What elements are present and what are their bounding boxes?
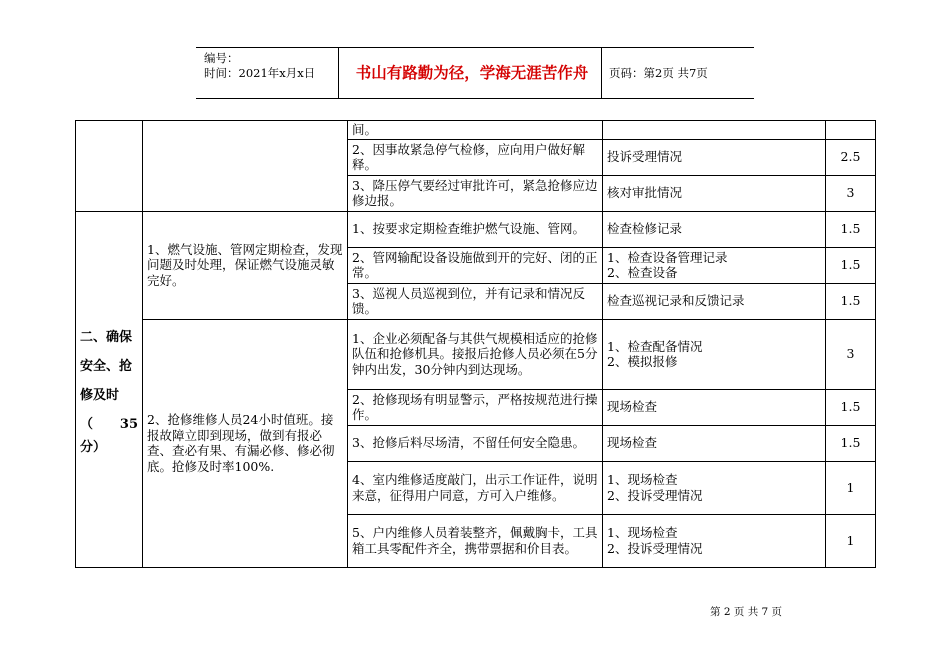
header-motto: 书山有路勤为径，学海无涯苦作舟 [355, 63, 589, 82]
time-label: 时间：2021年x月x日 [204, 66, 316, 80]
item-cell: 1、燃气设施、管网定期检查，发现问题及时处理，保证燃气设施灵敏完好。 [143, 211, 348, 319]
method-line: 2、模拟报修 [607, 354, 678, 369]
method-line: 2、检查设备 [607, 265, 678, 280]
method-cell [603, 247, 826, 283]
method-line: 1、现场检查 [607, 472, 678, 487]
method-line: 1、现场检查 [607, 525, 678, 540]
category-line2: 安全、抢 [80, 358, 133, 374]
category-cell-prev [76, 121, 143, 212]
method-cell: 投诉受理情况 [603, 139, 826, 175]
score-cell: 1.5 [826, 425, 876, 461]
category-line1: 二、确保 [80, 329, 133, 345]
score-cell: 1 [826, 514, 876, 567]
score-cell: 1.5 [826, 211, 876, 247]
method-cell: 核对审批情况 [603, 175, 826, 211]
requirement-cell: 3、巡视人员巡视到位，并有记录和情况反馈。 [348, 283, 603, 319]
requirement-cell: 1、企业必须配备与其供气规模相适应的抢修队伍和抢修机具。接报后抢修人员必须在5分钟内出发，30分钟内到达现场。 [348, 319, 603, 389]
category-line3: 修及时 [80, 387, 120, 403]
requirement-cell: 5、户内维修人员着装整齐，佩戴胸卡，工具箱工具零配件齐全，携带票据和价目表。 [348, 514, 603, 567]
header-divider [338, 48, 339, 98]
requirement-cell: 3、抢修后料尽场清，不留任何安全隐患。 [348, 425, 603, 461]
category-score-num: 35 [119, 416, 138, 432]
requirement-cell: 3、降压停气要经过审批许可，紧急抢修应边修边报。 [348, 175, 603, 211]
method-line: 1、检查配备情况 [607, 338, 703, 354]
requirement-cell: 2、因事故紧急停气检修，应向用户做好解释。 [348, 139, 603, 175]
method-cell: 检查巡视记录和反馈记录 [603, 283, 826, 319]
page-header [196, 47, 754, 99]
method-cell: 现场检查 [603, 389, 826, 425]
table-row [76, 211, 876, 247]
header-divider [601, 48, 602, 98]
score-cell [826, 121, 876, 140]
assessment-table [75, 120, 876, 568]
method-cell [603, 461, 826, 514]
score-cell: 3 [826, 175, 876, 211]
method-cell [603, 121, 826, 140]
method-cell [603, 514, 826, 567]
method-line: 1、检查设备管理记录 [607, 249, 728, 265]
score-cell: 2.5 [826, 139, 876, 175]
score-cell: 1 [826, 461, 876, 514]
score-cell: 1.5 [826, 389, 876, 425]
requirement-cell: 2、抢修现场有明显警示，严格按规范进行操作。 [348, 389, 603, 425]
table-row [76, 319, 876, 389]
score-cell: 3 [826, 319, 876, 389]
page-footer: 第 2 页 共 7 页 [710, 606, 783, 618]
table-row [76, 121, 876, 140]
header-left [204, 51, 315, 81]
requirement-cell: 4、室内维修适度敲门，出示工作证件，说明来意，征得用户同意，方可入户维修。 [348, 461, 603, 514]
category-score-open: （ [80, 416, 94, 432]
requirement-cell: 间。 [348, 121, 603, 140]
category-cell [76, 211, 143, 567]
number-label: 编号： [204, 51, 239, 65]
method-line: 2、投诉受理情况 [607, 540, 703, 556]
item-cell: 2、抢修维修人员24小时值班。接报故障立即到现场，做到有报必查、查必有果、有漏必修、修必彻底。抢修及时率100%. [143, 319, 348, 567]
requirement-cell: 2、管网输配设备设施做到开的完好、闭的正常。 [348, 247, 603, 283]
method-cell [603, 319, 826, 389]
score-cell: 1.5 [826, 247, 876, 283]
score-cell: 1.5 [826, 283, 876, 319]
category-score-close: 分） [80, 439, 107, 455]
item-cell-prev [143, 121, 348, 212]
category-score [80, 410, 138, 439]
requirement-cell: 1、按要求定期检查维护燃气设施、管网。 [348, 211, 603, 247]
method-line: 2、投诉受理情况 [607, 487, 703, 503]
method-cell: 现场检查 [603, 425, 826, 461]
method-cell: 检查检修记录 [603, 211, 826, 247]
page-code: 页码：第2页 共7页 [609, 66, 708, 80]
